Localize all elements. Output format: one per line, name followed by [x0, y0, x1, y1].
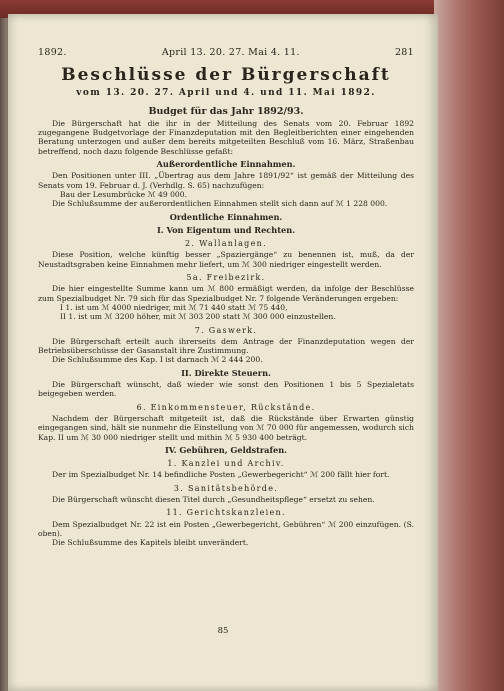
sanitaet-paragraph: Die Bürgerschaft wünscht diesen Titel durch „Gesundheitspflege“ ersetzt zu sehen. [52, 494, 375, 504]
freibezirk-item-1: I 1. ist um ℳ 4000 niedriger, mit ℳ 71 440 statt ℳ 75 440, [60, 302, 288, 312]
budget-heading: Budget für das Jahr 1892/93. [148, 105, 304, 117]
wallanlagen-paragraph: Diese Position, welche künftig besser „Spaziergänge“ zu benennen ist, muß, da der Neustadtsgraben keine Einnahmen mehr liefert, um ℳ 300 niedriger eingestellt werden. [38, 250, 414, 269]
section-6-heading: 6. Einkommensteuer, Rückstände. [136, 402, 316, 412]
section-4-heading: IV. Gebühren, Geldstrafen. [164, 444, 288, 455]
gericht-paragraph: Dem Spezialbudget Nr. 22 ist ein Posten „Gewerbegericht, Gebühren“ ℳ 200 einzufügen. (S. oben). [38, 519, 414, 538]
gaswerk-paragraph: Die Bürgerschaft erteilt auch ihrerseits dem Antrage der Finanzdeputation wegen der Betriebsüberschüsse der Gasanstalt ihre Zustimmung. [38, 336, 414, 356]
gaswerk-summe: Die Schlußsumme des Kap. I ist darnach ℳ 2 444 200. [52, 355, 263, 365]
ausserordentliche-paragraph: Den Positionen unter III. „Übertrag aus dem Jahre 1891/92“ ist gemäß der Mitteilung des Senats vom 19. Februar d. J. (Verhdlg. S. 65) nachzufügen: [38, 171, 414, 190]
steuern-paragraph: Die Bürgerschaft wünscht, daß wieder wie sonst den Positionen 1 bis 5 Spezialetats beigegeben werden. [38, 380, 414, 399]
lesumbruecke-line: Bau der Lesumbrücke ℳ 49 000. [60, 189, 187, 199]
header-dates: April 13. 20. 27. Mai 4. 11. [161, 47, 300, 58]
page-footer-number: 85 [217, 626, 229, 636]
book-spine [434, 0, 504, 691]
page-subtitle: vom 13. 20. 27. April und 4. und 11. Mai 1892. [76, 88, 376, 99]
header-year: 1892. [38, 47, 67, 58]
section-1-2-heading: 2. Wallanlagen. [185, 239, 267, 249]
section-3-heading: 3. Sanitätsbehörde. [173, 483, 279, 493]
section-7-heading: 7. Gaswerk. [194, 325, 258, 335]
section-1-heading: I. Von Eigentum und Rechten. [156, 224, 296, 235]
kanzlei-paragraph: Der im Spezialbudget Nr. 14 befindliche Posten „Gewerbegericht“ ℳ 200 fällt hier fort. [52, 470, 390, 480]
section-2-heading: II. Direkte Steuern. [181, 367, 271, 378]
freibezirk-paragraph: Die hier eingestellte Summe kann um ℳ 800 ermäßigt werden, da infolge der Beschlüsse zum Spezialbudget Nr. 79 sich für das Spezialbudget Nr. 7 folgende Veränderungen ergeben: [38, 284, 414, 303]
gericht-summe: Die Schlußsumme des Kapitels bleibt unverändert. [52, 538, 249, 548]
section-11-heading: 11. Gerichtskanzleien. [166, 508, 286, 518]
document-page [8, 14, 438, 691]
schlusssumme-ausser: Die Schlußsumme der außerordentlichen Einnahmen stellt sich dann auf ℳ 1 228 000. [52, 199, 388, 209]
section-5a-heading: 5a. Freibezirk. [186, 273, 266, 283]
einkommensteuer-paragraph: Nachdem der Bürgerschaft mitgeteilt ist, daß die Rückstände über Erwarten günstig eingegangen sind, hält sie nunmehr die Einstellung von ℳ 70 000 für angemessen, wodurch sich Kap. II um ℳ 30 000 niedriger stellt und mithin ℳ 5 930 400 beträgt. [38, 413, 414, 442]
page-content [38, 48, 414, 547]
page-title: Beschlüsse der Bürgerschaft [61, 65, 391, 86]
running-header [38, 48, 414, 57]
ordentliche-heading: Ordentliche Einnahmen. [169, 211, 283, 222]
ausserordentliche-heading: Außerordentliche Einnahmen. [156, 159, 296, 170]
section-4-1-heading: 1. Kanzlei und Archiv. [167, 459, 285, 469]
header-page-number: 281 [394, 47, 414, 58]
freibezirk-item-2: II 1. ist um ℳ 3200 höher, mit ℳ 303 200 statt ℳ 300 000 einzustellen. [60, 312, 336, 322]
intro-paragraph: Die Bürgerschaft hat die ihr in der Mitteilung des Senats vom 20. Februar 1892 zugegangene Budgetvorlage der Finanzdeputation mit den Begleitberichten einer eingehenden Beratung unterzogen und außer dem bereits mitgeteilten Beschluß vom 16. März, Straßenbau betreffend, noch dazu folgende Beschlüsse gefaßt: [38, 118, 414, 156]
